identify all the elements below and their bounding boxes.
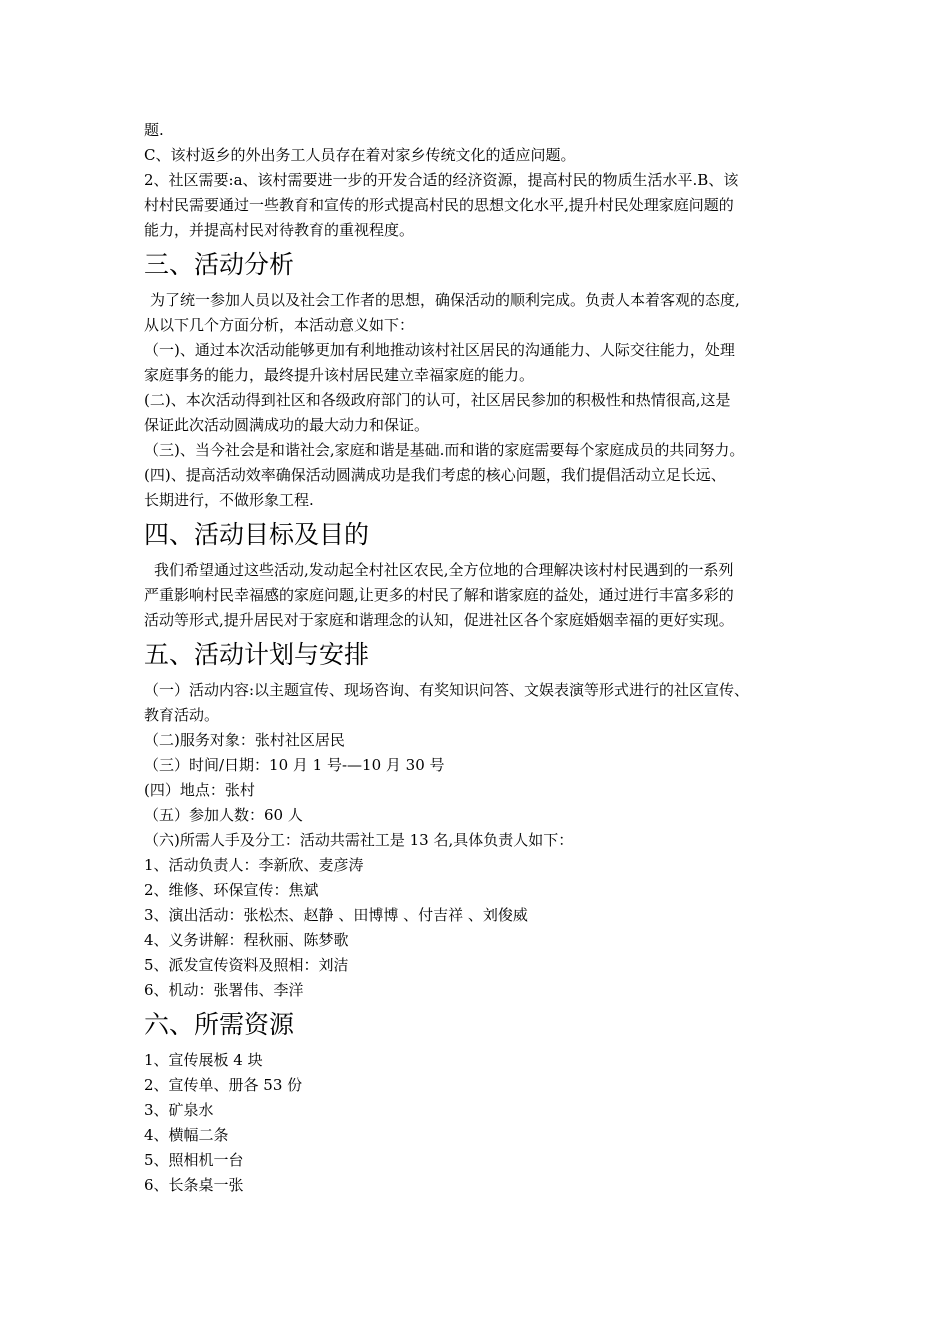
- text-line: (四）地点：张村: [144, 781, 255, 799]
- text-line: 2、社区需要:a、该村需要进一步的开发合适的经济资源，提高村民的物质生活水平.B、该: [144, 171, 739, 189]
- text-line: 村村民需要通过一些教育和宣传的形式提高村民的思想文化水平,提升村民处理家庭问题的: [144, 196, 734, 214]
- text-line: 保证此次活动圆满成功的最大动力和保证。: [144, 416, 430, 434]
- list-item: 3、演出活动：张松杰、赵静 、田博博 、付吉祥 、刘俊威: [144, 906, 528, 924]
- text-line: 教育活动。: [144, 706, 220, 724]
- text-line: （五）参加人数：60 人: [144, 806, 303, 824]
- list-item: 5、照相机一台: [144, 1151, 244, 1169]
- section-required-resources: [144, 1005, 824, 1198]
- section-activity-analysis: [144, 245, 824, 513]
- list-item: 1、宣传展板 4 块: [144, 1051, 263, 1069]
- list-item: 6、机动：张署伟、李洋: [144, 981, 304, 999]
- text-line: （三)、当今社会是和谐社会,家庭和谐是基础.而和谐的家庭需要每个家庭成员的共同努力。: [144, 441, 745, 459]
- text-line: （一)、通过本次活动能够更加有利地推动该村社区居民的沟通能力、人际交往能力，处理: [144, 341, 735, 359]
- list-item: 1、活动负责人：李新欣、麦彦涛: [144, 856, 364, 874]
- list-item: 3、矿泉水: [144, 1101, 214, 1119]
- document-page: [144, 118, 824, 1198]
- text-line: 题.: [144, 121, 164, 139]
- text-line: 我们希望通过这些活动,发动起全村社区农民,全方位地的合理解决该村村民遇到的一系列: [154, 561, 734, 579]
- section-activity-plan: [144, 635, 824, 1003]
- list-item: 6、长条桌一张: [144, 1176, 244, 1194]
- text-line: 能力，并提高村民对待教育的重视程度。: [144, 221, 415, 239]
- section-heading: 四、活动目标及目的: [144, 520, 370, 549]
- list-item: 4、横幅二条: [144, 1126, 229, 1144]
- text-line: C、该村返乡的外出务工人员存在着对家乡传统文化的适应问题。: [144, 146, 576, 164]
- list-item: 4、义务讲解：程秋丽、陈梦歌: [144, 931, 349, 949]
- section-heading: 三、活动分析: [144, 250, 295, 279]
- text-line: 为了统一参加人员以及社会工作者的思想，确保活动的顺利完成。负责人本着客观的态度,: [150, 291, 740, 309]
- section-heading: 五、活动计划与安排: [144, 640, 370, 669]
- text-line: （二)服务对象：张村社区居民: [144, 731, 345, 749]
- text-line: 活动等形式,提升居民对于家庭和谐理念的认知，促进社区各个家庭婚姻幸福的更好实现。: [144, 611, 734, 629]
- intro-block: [144, 118, 824, 243]
- text-line: （六)所需人手及分工：活动共需社工是 13 名,具体负责人如下：: [144, 831, 574, 849]
- text-line: (四)、提高活动效率确保活动圆满成功是我们考虑的核心问题，我们提倡活动立足长远、: [144, 466, 726, 484]
- list-item: 2、宣传单、册各 53 份: [144, 1076, 303, 1094]
- text-line: 严重影响村民幸福感的家庭问题,让更多的村民了解和谐家庭的益处，通过进行丰富多彩的: [144, 586, 734, 604]
- section-activity-goals: [144, 515, 824, 633]
- text-line: 长期进行，不做形象工程.: [144, 491, 314, 509]
- text-line: 家庭事务的能力，最终提升该村居民建立幸福家庭的能力。: [144, 366, 535, 384]
- list-item: 2、维修、环保宣传：焦斌: [144, 881, 319, 899]
- text-line: （一）活动内容:以主题宣传、现场咨询、有奖知识问答、文娱表演等形式进行的社区宣传、: [144, 681, 750, 699]
- section-heading: 六、所需资源: [144, 1010, 295, 1039]
- text-line: (二)、本次活动得到社区和各级政府部门的认可，社区居民参加的积极性和热情很高,这是: [144, 391, 731, 409]
- text-line: （三）时间/日期：10 月 1 号-—10 月 30 号: [144, 756, 445, 774]
- text-line: 从以下几个方面分析，本活动意义如下：: [144, 316, 415, 334]
- list-item: 5、派发宣传资料及照相：刘洁: [144, 956, 349, 974]
